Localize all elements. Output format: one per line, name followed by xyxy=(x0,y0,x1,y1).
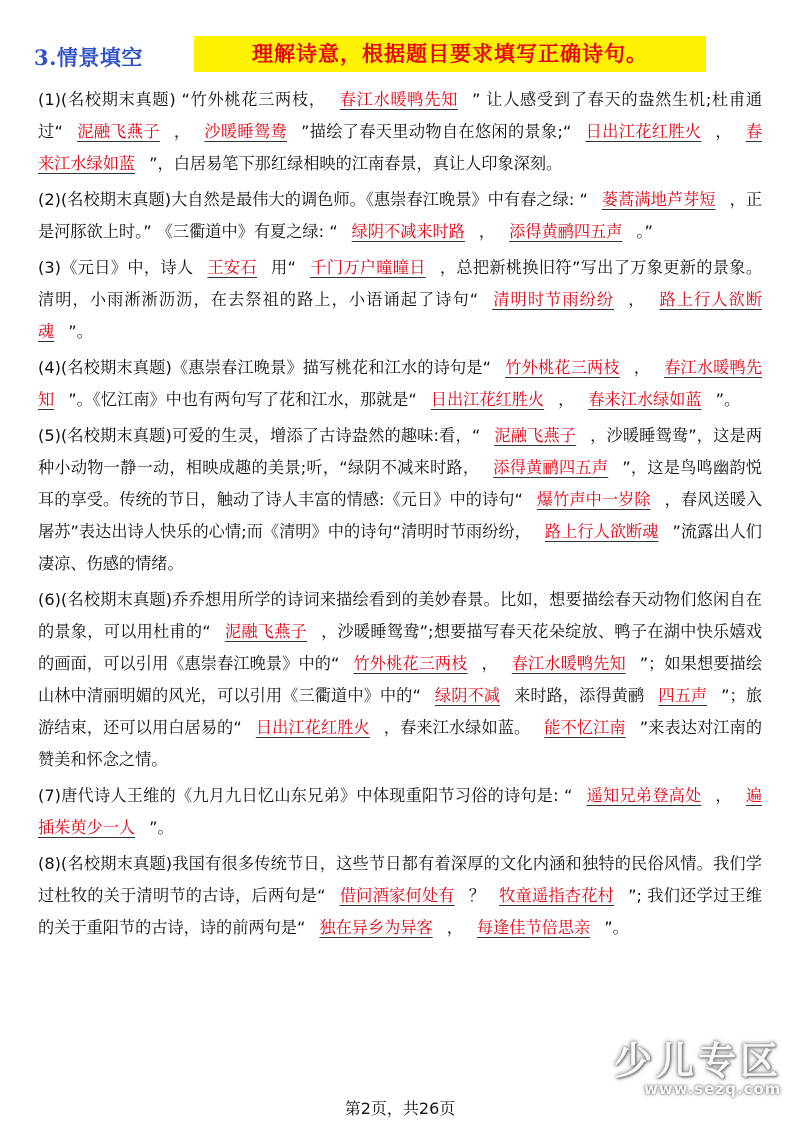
question-text: ，总把新桃换旧符”写出了万象更新的景象。清明，小雨淅淅沥沥，在去祭祖的路上，小语诵起了诗句“ xyxy=(38,258,763,309)
header xyxy=(34,36,774,76)
question-text: ？ xyxy=(468,886,486,905)
question-text: ，春风送暖入屠苏”表达出诗人快乐的心情;而《清明》中的诗句“清明时节雨纷纷， xyxy=(38,490,763,541)
question-text: 用“ xyxy=(270,258,296,277)
watermark-url: www.sezq.com xyxy=(644,1080,782,1098)
question-text: ”；旅游结束，还可以用白居易的“ xyxy=(38,686,763,737)
answer-blank: 借问酒家何处有 xyxy=(339,886,455,905)
question-text: ”。 xyxy=(715,390,741,409)
answer-blank: 独在异乡为异客 xyxy=(319,918,433,937)
question-text: ”，这是鸟鸣幽韵悦耳的享受。传统的节日，触动了诗人丰富的情感:《元日》中的诗句“ xyxy=(38,458,762,509)
answer-blank: 清明时节雨纷纷 xyxy=(492,290,615,309)
page-number: 第2页，共26页 xyxy=(344,1099,456,1118)
question-text: ”; 我们还学过王维的关于重阳节的古诗，诗的前两句是“ xyxy=(38,886,763,937)
answer-blank: 春来江水绿如蓝 xyxy=(38,122,763,173)
answer-blank: 泥融飞燕子 xyxy=(76,122,160,141)
question-text: ”；如果想要描绘山林中清丽明媚的风光，可以引用《三衢道中》中的“ xyxy=(38,654,763,705)
answer-blank: 添得黄鹂四五声 xyxy=(493,458,609,477)
question-text: (5)(名校期末真题)可爱的生灵，增添了古诗盎然的趣味:看，“ xyxy=(38,426,481,445)
answer-blank: 蒌蒿满地芦芽短 xyxy=(601,190,716,209)
question-6 xyxy=(38,584,762,776)
question-text: 来时路，添得黄鹂 xyxy=(514,686,645,705)
question-text: ”。 xyxy=(68,322,93,341)
answer-blank: 绿阴不减来时路 xyxy=(351,222,465,241)
question-text: ， xyxy=(628,290,646,309)
question-7 xyxy=(38,780,762,844)
answer-blank: 千门万户曈曈日 xyxy=(309,258,426,277)
question-text: ，沙暖睡鸳鸯”，这是两种小动物一静一动，相映成趣的美景;听，“绿阴不减来时路， xyxy=(38,426,763,477)
question-text: ， xyxy=(446,918,463,937)
question-text: ” 让人感受到了春天的盎然生机;杜甫通过“ xyxy=(38,90,763,141)
answer-blank: 春江水暖鸭先知 xyxy=(38,358,763,409)
question-text: ， xyxy=(715,786,732,805)
question-text: (8)(名校期末真题)我国有很多传统节日，这些节日都有着深厚的文化内涵和独特的民俗风情。我们学过杜牧的关于清明节的古诗，后两句是“ xyxy=(38,854,762,905)
answer-blank: 竹外桃花三两枝 xyxy=(505,358,620,377)
answer-blank: 路上行人欲断魂 xyxy=(38,290,763,341)
question-text: (3)《元日》中，诗人 xyxy=(38,258,194,277)
question-text: ”流露出人们凄凉、伤感的情绪。 xyxy=(38,522,762,573)
question-text: (2)(名校期末真题)大自然是最伟大的调色师。《惠崇春江晚景》中有春之绿: “ xyxy=(38,190,588,209)
question-text: ， xyxy=(715,122,732,141)
question-text: ， xyxy=(633,358,651,377)
answer-blank: 日出江花红胜火 xyxy=(585,122,702,141)
question-text: (4)(名校期末真题)《惠崇春江晚景》描写桃花和江水的诗句是“ xyxy=(38,358,492,377)
answer-blank: 泥融飞燕子 xyxy=(224,622,308,641)
question-2 xyxy=(38,184,762,248)
answer-blank: 每逢佳节倍思亲 xyxy=(476,918,591,937)
question-8 xyxy=(38,848,762,944)
question-text: ，正是河豚欲上时。” 《三衢道中》有夏之绿: “ xyxy=(38,190,763,241)
question-text: ”，白居易笔下那红绿相映的江南春景，真让人印象深刻。 xyxy=(149,154,563,173)
question-text: ， xyxy=(173,122,191,141)
question-text: ”。 xyxy=(604,918,629,937)
answer-blank: 竹外桃花三两枝 xyxy=(353,654,468,673)
section-title: 3.情景填空 xyxy=(34,45,143,70)
question-text: ”。《忆江南》中也有两句写了花和江水，那就是“ xyxy=(68,390,417,409)
answer-blank: 四五声 xyxy=(658,686,708,705)
answer-blank: 春江水暖鸭先知 xyxy=(511,654,626,673)
instruction-banner: 理解诗意，根据题目要求填写正确诗句。 xyxy=(194,36,706,72)
question-4 xyxy=(38,352,762,416)
question-text: ”描绘了春天里动物自在悠闲的景象;“ xyxy=(300,122,572,141)
answer-blank: 春江水暖鸭先知 xyxy=(339,90,458,109)
question-5 xyxy=(38,420,762,580)
answer-blank: 王安石 xyxy=(207,258,257,277)
answer-blank: 爆竹声中一岁除 xyxy=(536,490,651,509)
answer-blank: 绿阴不减 xyxy=(434,686,501,705)
answer-blank: 日出江花红胜火 xyxy=(255,718,370,737)
question-text: ”来表达对江南的赞美和怀念之情。 xyxy=(38,718,763,769)
question-1 xyxy=(38,84,762,180)
question-text: (1)(名校期末真题) “竹外桃花三两枝， xyxy=(38,90,326,109)
question-text: ， xyxy=(481,654,498,673)
question-list xyxy=(38,84,762,948)
question-text: ”。 xyxy=(149,818,174,837)
answer-blank: 能不忆江南 xyxy=(544,718,626,737)
question-text: ， xyxy=(558,390,575,409)
question-text: ， xyxy=(478,222,496,241)
answer-blank: 日出江花红胜火 xyxy=(430,390,545,409)
watermark-text: 少儿专区 xyxy=(614,1039,783,1083)
question-text: (6)(名校期末真题)乔乔想用所学的诗词来描绘看到的美妙春景。比如，想要描绘春天动物们悠闲自在的景象，可以用杜甫的“ xyxy=(38,590,762,641)
question-3 xyxy=(38,252,762,348)
answer-blank: 沙暖睡鸳鸯 xyxy=(204,122,287,141)
question-text: ，春来江水绿如蓝。 xyxy=(383,718,531,737)
answer-blank: 添得黄鹂四五声 xyxy=(509,222,623,241)
answer-blank: 路上行人欲断魂 xyxy=(544,522,659,541)
answer-blank: 牧童遥指杏花村 xyxy=(499,886,615,905)
answer-blank: 春来江水绿如蓝 xyxy=(588,390,702,409)
question-text: ，沙暖睡鸳鸯”;想要描写春天花朵绽放、鸭子在湖中快乐嬉戏的画面，可以引用《惠崇春江晚景》中的“ xyxy=(38,622,763,673)
answer-blank: 泥融飞燕子 xyxy=(494,426,577,445)
answer-blank: 遍插茱萸少一人 xyxy=(38,786,763,837)
question-text: (7)唐代诗人王维的《九月九日忆山东兄弟》中体现重阳节习俗的诗句是: “ xyxy=(38,786,573,805)
watermark-logo xyxy=(606,1030,786,1102)
answer-blank: 遥知兄弟登高处 xyxy=(586,786,702,805)
question-text: 。” xyxy=(636,222,653,241)
